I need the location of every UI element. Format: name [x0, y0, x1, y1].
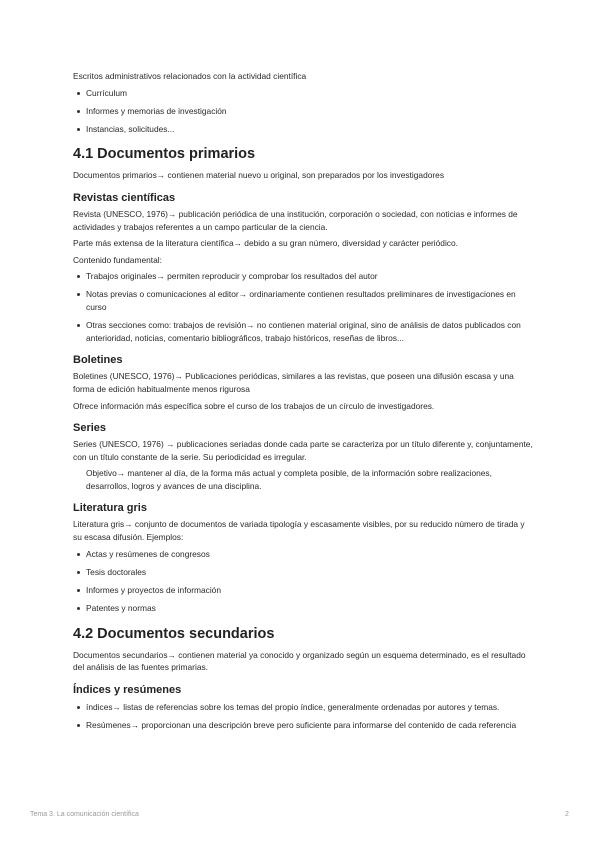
paragraph-indented: Objetivo→ mantener al día, de la forma más actual y completa posible, de la información sobre realizaciones, desarrollos, logros y avances de una disciplina. [86, 468, 492, 491]
intro-list [73, 87, 533, 136]
paragraph: Revista (UNESCO, 1976)→ publicación periódica de una institución, corporación o sociedad, con noticias e informes de actividades y trabajos referentes a un campo particular de la ciencia. [73, 208, 518, 232]
gris-list [73, 548, 533, 615]
list-item: Trabajos originales→ permiten reproducir y comprobar los resultados del autor [73, 270, 533, 283]
paragraph: Ofrece información más específica sobre el curso de los trabajos de un círculo de investigadores. [73, 400, 435, 411]
paragraph: Parte más extensa de la literatura científica→ debido a su gran número, diversidad y carácter periódico. [73, 238, 458, 249]
list-item: Currículum [73, 87, 533, 100]
subheading-indices: Índices y resúmenes [73, 683, 182, 696]
footer-title: Tema 3. La comunicación científica [30, 811, 139, 818]
paragraph: Literatura gris→ conjunto de documentos de variada tipología y escasamente visibles, por su reducido número de tirada y su escasa difusión. Ejemplos: [73, 519, 525, 543]
primarios-intro: Documentos primarios→ contienen material nuevo u original, son preparados por los investigadores [73, 170, 445, 181]
paragraph: Contenido fundamental: [73, 254, 162, 265]
list-item: Instancias, solicitudes... [73, 123, 533, 136]
list-item: Tesis doctorales [73, 566, 533, 579]
intro-line: Escritos administrativos relacionados con la actividad científica [73, 71, 307, 81]
paragraph: Series (UNESCO, 1976) → publicaciones seriadas donde cada parte se caracteriza por un título diferente y, conjuntamente, con un título constante de la serie. Su periodicidad es irregular. [73, 439, 533, 462]
indices-list [73, 701, 533, 732]
paragraph: Boletines (UNESCO, 1976)→ Publicaciones periódicas, similares a las revistas, que poseen una difusión escasa y una forma de edición habitualmente menos rigurosa [73, 371, 514, 394]
subheading-series: Series [73, 422, 107, 435]
section-heading-primarios: 4.1 Documentos primarios [73, 146, 256, 163]
subheading-literatura-gris: Literatura gris [73, 502, 147, 515]
page-number: 2 [565, 811, 569, 818]
list-item: Informes y proyectos de información [73, 584, 533, 597]
list-item: Informes y memorias de investigación [73, 105, 533, 118]
list-item: Resúmenes→ proporcionan una descripción breve pero suficiente para informarse del contenido de cada referencia [73, 719, 533, 732]
list-item: índices→ listas de referencias sobre los temas del propio índice, generalmente ordenadas por autores y temas. [73, 701, 533, 714]
secundarios-intro: Documentos secundarios→ contienen material ya conocido y organizado según un esquema determinado, es el resultado del análisis de las fuentes primarias. [73, 649, 526, 673]
subheading-revistas: Revistas científicas [73, 191, 176, 204]
list-item: Actas y resúmenes de congresos [73, 548, 533, 561]
section-heading-secundarios: 4.2 Documentos secundarios [73, 625, 275, 642]
list-item: Notas previas o comunicaciones al editor→ ordinariamente contienen resultados preliminares de investigaciones en curso [73, 288, 533, 313]
document-body [73, 70, 533, 737]
list-item: Otras secciones como: trabajos de revisión→ no contienen material original, sino de análisis de datos publicados con anterioridad, noticias, comentario bibliográficos, trabajo históricos, reseñas de libros... [73, 319, 533, 344]
subheading-boletines: Boletines [73, 354, 123, 367]
revistas-list [73, 270, 533, 344]
list-item: Patentes y normas [73, 602, 533, 615]
